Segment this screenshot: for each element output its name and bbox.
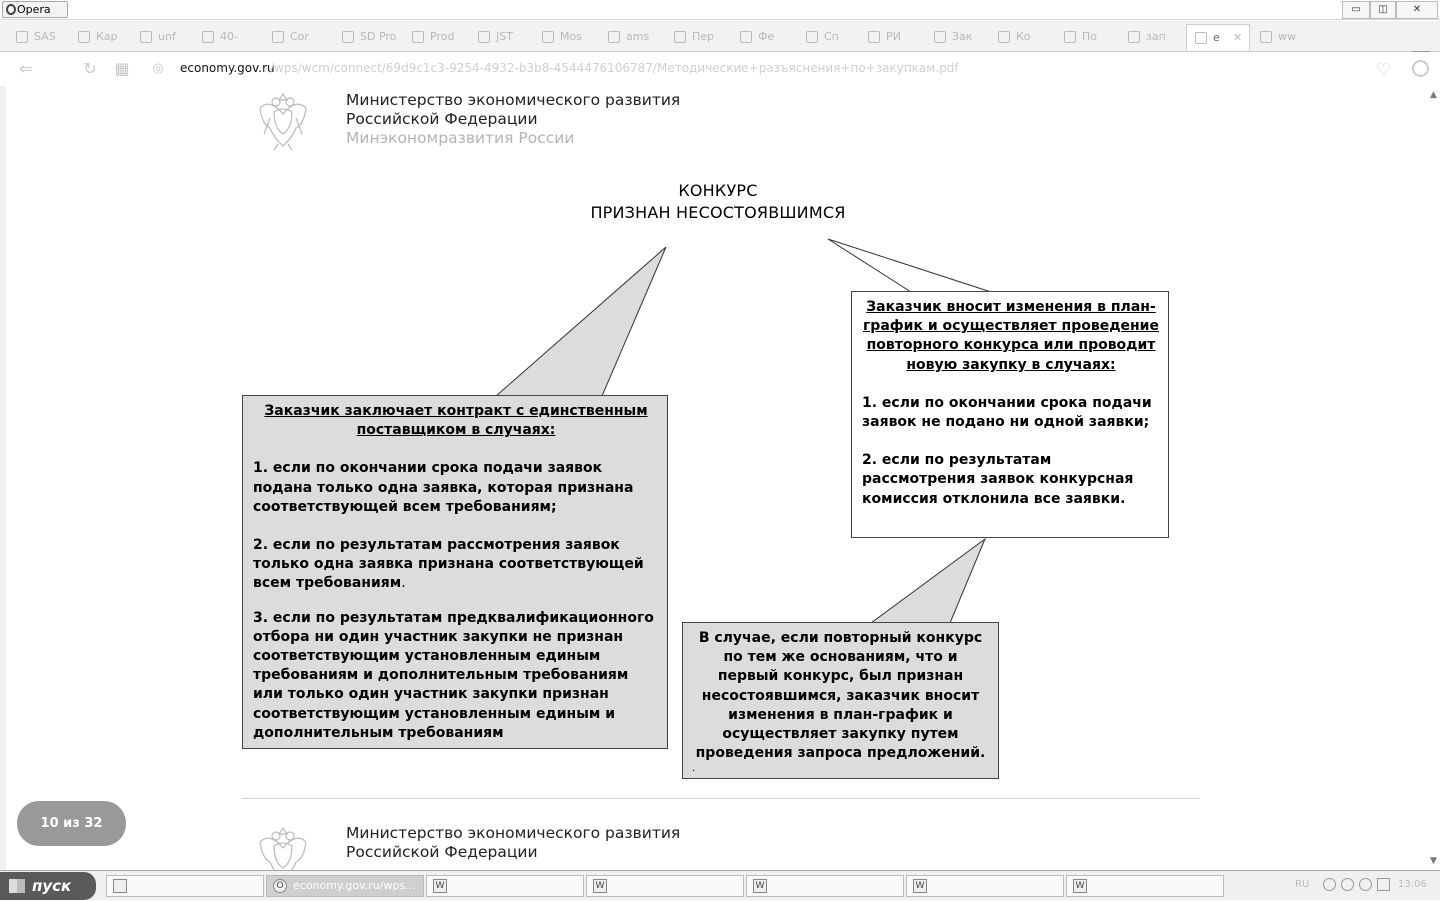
- right-callout-header: Заказчик вносит изменения в план-график и осуществляет проведение повторного конкурса или проводит новую закупку в случаях:: [862, 299, 1159, 373]
- word-icon: W: [1073, 879, 1087, 893]
- left-callout-item-2-wrap: [253, 536, 659, 594]
- tab-label: 40-: [220, 30, 238, 43]
- page-icon: [674, 31, 686, 43]
- scroll-down-icon[interactable]: ▼: [1430, 856, 1437, 866]
- word-icon: W: [433, 879, 447, 893]
- taskbar-item[interactable]: [906, 875, 1064, 897]
- windows-logo-icon: [9, 879, 25, 893]
- tab-label: SD Pro: [360, 30, 397, 43]
- taskbar-item[interactable]: [1066, 875, 1224, 897]
- emblem-icon: [1195, 32, 1207, 44]
- system-tray: [1287, 871, 1440, 901]
- left-callout-item-2: 2. если по результатам рассмотрения заявок только одна заявка признана соответствующей всем требованиям: [253, 537, 644, 592]
- back-button[interactable]: ⇐: [19, 59, 33, 78]
- tab[interactable]: [798, 24, 860, 50]
- tab[interactable]: [990, 24, 1056, 50]
- ministry-name-line1: Министерство экономического развития: [346, 824, 681, 842]
- page-separator: [242, 798, 1200, 799]
- url-host[interactable]: economy.gov.ru: [180, 61, 275, 75]
- tab[interactable]: [534, 24, 600, 50]
- restore-button[interactable]: ◫: [1370, 1, 1396, 19]
- tab-label: Кар: [96, 30, 118, 43]
- taskbar-item-label: economy.gov.ru/wps...: [293, 879, 416, 892]
- taskbar-item[interactable]: [746, 875, 904, 897]
- tab-active[interactable]: [1186, 24, 1250, 50]
- page-icon: [202, 31, 214, 43]
- ministry-short-name: Минэкономразвития России: [346, 129, 575, 147]
- taskbar-item[interactable]: [586, 875, 744, 897]
- page-icon: [1128, 31, 1140, 43]
- close-tab-icon[interactable]: ✕: [1233, 31, 1243, 44]
- doc-icon: [1260, 31, 1272, 43]
- tab[interactable]: [1120, 24, 1186, 50]
- left-callout-item-1: 1. если по окончании срока подачи заявок подана только одна заявка, которая признана соответствующей всем требованиям;: [253, 460, 634, 515]
- opera-menu-button[interactable]: [2, 1, 68, 18]
- doc-icon: [272, 31, 284, 43]
- page-icon: [868, 31, 880, 43]
- tab-label: По: [1082, 30, 1098, 43]
- left-callout-header: Заказчик заключает контракт с единственным поставщиком в случаях:: [264, 403, 648, 439]
- page-icon: [412, 31, 424, 43]
- word-icon: W: [593, 879, 607, 893]
- close-window-button[interactable]: ✕: [1396, 1, 1438, 19]
- slide-title-line1: КОНКУРС: [678, 181, 758, 200]
- scroll-up-icon[interactable]: ▲: [1430, 90, 1437, 100]
- tab-label: unf: [158, 30, 176, 43]
- bottom-callout-dot: .: [692, 763, 696, 774]
- tab-label: Mos: [560, 30, 582, 43]
- start-label: пуск: [32, 877, 72, 895]
- page-icon: [542, 31, 554, 43]
- tab-label: ww: [1278, 30, 1296, 43]
- folder-icon: [113, 879, 127, 893]
- bottom-callout-box: [682, 622, 999, 779]
- opera-menu-label: Opera: [17, 3, 51, 16]
- bottom-callout-text: В случае, если повторный конкурс по тем же основаниям, что и первый конкурс, был признан несостоявшимся, заказчик вносит изменения в план-график и осуществляет закупку путем проведения запроса предложений.: [695, 630, 986, 762]
- page-icon: [1064, 31, 1076, 43]
- left-callout-item-2-end: .: [401, 575, 406, 592]
- tab-label: РИ: [886, 30, 901, 43]
- stash-icon[interactable]: [1412, 60, 1429, 77]
- slide-title-line2: ПРИЗНАН НЕСОСТОЯВШИМСЯ: [590, 203, 846, 222]
- tab[interactable]: [8, 24, 70, 50]
- tab[interactable]: [732, 24, 798, 50]
- ministry-header-next: [346, 824, 680, 862]
- ministry-name-line2: Российской Федерации: [346, 843, 538, 861]
- pdf-viewer[interactable]: [0, 86, 1428, 870]
- ministry-name-line2: Российской Федерации: [346, 110, 538, 128]
- emblem-icon: [934, 31, 946, 43]
- page-icon: [998, 31, 1010, 43]
- title-bar: [0, 0, 1440, 20]
- page-icon: [16, 31, 28, 43]
- left-callout-box: [242, 395, 668, 749]
- tab[interactable]: [666, 24, 732, 50]
- left-callout-item-3: 3. если по результатам предквалификационного отбора ни один участник закупки не признан соответствующим установленным единым требованиям и дополнительным требованиям или только один участник закупки признан соответствующим установленным единым и дополнительным требованиям: [253, 609, 654, 741]
- tab[interactable]: [334, 24, 404, 50]
- emblem-icon: [78, 31, 90, 43]
- address-bar: [0, 52, 1440, 86]
- page-icon: [608, 31, 620, 43]
- help-icon[interactable]: [1323, 878, 1336, 891]
- vertical-scrollbar[interactable]: [1428, 86, 1440, 870]
- volume-icon[interactable]: [1341, 878, 1354, 891]
- coat-of-arms-icon: [252, 822, 314, 870]
- tab[interactable]: [404, 24, 470, 50]
- start-button[interactable]: [0, 872, 96, 900]
- word-icon: W: [753, 879, 767, 893]
- speed-dial-button[interactable]: ▦: [114, 59, 130, 78]
- tab[interactable]: [470, 24, 534, 50]
- opera-icon: O: [273, 879, 287, 893]
- page-icon: [806, 31, 818, 43]
- tab-label: Cor: [290, 30, 309, 43]
- taskbar-item[interactable]: [426, 875, 584, 897]
- tab[interactable]: [1056, 24, 1120, 50]
- tab[interactable]: [70, 24, 132, 50]
- tab[interactable]: [860, 24, 926, 50]
- heart-icon[interactable]: ♡: [1376, 60, 1392, 80]
- security-icon[interactable]: ◎: [152, 61, 164, 76]
- network-icon[interactable]: [1377, 878, 1390, 891]
- page-icon: [140, 31, 152, 43]
- tab[interactable]: [132, 24, 194, 50]
- taskbar-item[interactable]: [106, 875, 264, 897]
- page-icon: [478, 31, 490, 43]
- page-icon: [342, 31, 354, 43]
- tab[interactable]: [926, 24, 990, 50]
- tab-bar: [0, 21, 1440, 52]
- tab-label: JST: [496, 30, 513, 43]
- right-callout-pointer: [828, 239, 991, 292]
- tab-label: SAS: [34, 30, 56, 43]
- ministry-name-line1: Министерство экономического развития: [346, 91, 681, 109]
- tab-label: Сп: [824, 30, 839, 43]
- right-callout-item-2: 2. если по результатам рассмотрения заявок конкурсная комиссия отклонила все заявки.: [862, 452, 1134, 507]
- tab-label: e: [1213, 31, 1220, 44]
- right-callout-box: [851, 291, 1169, 538]
- url-path[interactable]: /wps/wcm/connect/69d9c1c3-9254-4932-b3b8-4544476106787/Методические+разъяснения+по+закупкам.pdf: [270, 61, 959, 75]
- tab-label: Зак: [952, 30, 973, 43]
- bluetooth-icon[interactable]: [1359, 878, 1372, 891]
- tab-label: ams: [626, 30, 650, 43]
- right-callout-item-1: 1. если по окончании срока подачи заявок не подано ни одной заявки;: [862, 394, 1152, 431]
- bottom-callout-pointer: [871, 539, 985, 623]
- tab-label: зап: [1146, 30, 1166, 43]
- clock: 13:06: [1398, 879, 1427, 890]
- tab-label: Фе: [758, 30, 775, 43]
- tab[interactable]: [194, 24, 264, 50]
- tab[interactable]: [600, 24, 666, 50]
- language-indicator[interactable]: RU: [1295, 879, 1310, 890]
- opera-logo-icon: [6, 4, 16, 15]
- taskbar-item-active[interactable]: [266, 875, 424, 897]
- minimize-button[interactable]: ▭: [1342, 1, 1370, 19]
- tab[interactable]: [1252, 24, 1314, 50]
- taskbar: [0, 870, 1440, 900]
- page-counter: 10 из 32: [17, 801, 126, 846]
- tab-label: Prod: [430, 30, 455, 43]
- left-callout-pointer: [496, 247, 666, 396]
- tab[interactable]: [264, 24, 334, 50]
- tab-label: Ко: [1016, 30, 1031, 43]
- page-icon: [740, 31, 752, 43]
- word-icon: W: [913, 879, 927, 893]
- tab-label: Пер: [692, 30, 715, 43]
- reload-button[interactable]: ↻: [83, 59, 97, 78]
